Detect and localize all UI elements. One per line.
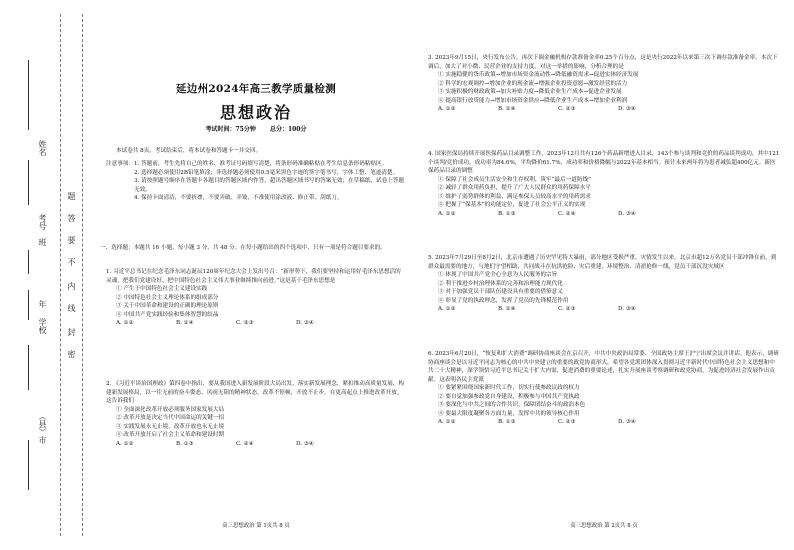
option: ③ 实施积极的财政政策→加大补贴力度→降低企业生产成本→促进企业发展 xyxy=(438,89,622,95)
seal-line xyxy=(60,14,61,536)
note-item: 2. 选择题必须使用2B铅笔填涂；非选择题必须使用0.5毫米黑色字迹的签字笔书写，字体工整、笔迹清楚。 xyxy=(134,169,399,176)
seal-char: 内 xyxy=(67,282,76,290)
option: ③ 关于中国革命和建设的正确的理论原则 xyxy=(116,303,219,309)
question-2 xyxy=(106,380,406,448)
subject-title: 思想政治 xyxy=(219,103,292,122)
option: ② 改革开放是决定当代中国命运的关键一招 xyxy=(116,415,225,421)
option: ④ 中国共产党实践经验和集体智慧的结晶 xyxy=(116,311,219,318)
question-1 xyxy=(106,268,406,328)
class-label: 班 xyxy=(38,238,47,246)
question-stem: 6. 2023年6月20日，“恢复和扩大消费”调研协商座谈会在京召开，中共中央政治局常委、全国政协主席王沪宁出席会议并讲话。他表示，调研协商座谈会是以习近平同志为核心的中共中央建立的重要的政党协商形式，希望各党派团体深入贯彻习近平新时代中国特色社会主义思想和中共二十大精神，深学领悟习近平总书记关于扩大内需、促进消费的重要论述，扎实开展座谈考察调研和政党协商，为促进经济社会发展作出贡献。这表明各民主党派 xyxy=(428,351,779,383)
answer-b: B. ①④ xyxy=(498,306,516,312)
option: ① 要紧紧围绕国家新时代工作，切实行使参政议政的权力 xyxy=(438,385,580,391)
answer-d: D. ③④ xyxy=(296,440,314,447)
page-footer: 高三思想政治 第 2页共 8 页 xyxy=(570,523,638,529)
class-field[interactable] xyxy=(28,250,29,274)
seal-char: 线 xyxy=(67,304,76,312)
option: ③ 维护了弱势群体的利益，满足参保人员较高水平的用药需求 xyxy=(438,193,591,200)
answer-choices xyxy=(428,105,780,114)
option: ① 体现了中国共产党全心全意为人民服务的宗旨 xyxy=(438,272,558,278)
grade-field[interactable] xyxy=(28,290,29,320)
option: ② 要自觉加强参政党自身建设，积极参与中国共产党执政 xyxy=(438,393,580,400)
option: ③ 对于加强党员干部队伍建设具有重要的借鉴意义 xyxy=(438,289,563,295)
county-field[interactable] xyxy=(28,440,29,490)
exam-number-label: 考号 xyxy=(38,214,47,230)
exam-number-field[interactable] xyxy=(28,160,29,205)
answer-d: D. ③④ xyxy=(618,419,636,425)
answer-d: D. ③④ xyxy=(296,320,314,326)
option: ④ 把握了“保基本”的功能定位，促进了社会公平正义的实现 xyxy=(438,202,586,208)
option: ① 产生于中国特色社会主义建设实践 xyxy=(116,286,208,292)
answer-d: D. ③④ xyxy=(618,306,636,312)
exam-score: 总分：100分 xyxy=(269,126,307,133)
answer-c: C. ②④ xyxy=(236,440,254,447)
seal-char: 封 xyxy=(67,328,76,336)
seal-char: 答 xyxy=(67,214,76,222)
seal-line xyxy=(82,14,83,536)
exam-title: 延边州2024年高三教学质量检测 xyxy=(175,83,337,95)
question-stem: 3. 2023年9月15日，央行发布公告，再次下调金融机构存款准备金率0.25个百分点，这是央行2022年以来第三次下调存款准备金率。本次下调后，加大了对小微、民营企业的支持力度。对这一举措的影响，分析合理的是 xyxy=(428,55,778,70)
answer-b: B. ①④ xyxy=(498,106,516,112)
question-stem: 4. 国家医保局持续开展医保药品目录调整工作，2023年12月共有126个药品新增进入目录，143个参与谈判和竞价的药品谈判成功，其中121个谈判/竞价成功，成功率为84.6%，平均降价61.7%，成功率和价格降幅与2022年基本相当。预计未来两年将为患者减负超400亿元。新医保药品目录的调整 xyxy=(428,151,780,174)
option: ① 全面深化改革开放必须服务国家发展大局 xyxy=(116,406,225,413)
school-field[interactable] xyxy=(28,345,29,390)
exam-time: 考试时间：75分钟 xyxy=(205,126,256,133)
answer-a: A. ①② xyxy=(438,106,456,112)
question-stem: 1. 习近平总书记在纪念毛泽东同志诞辰120周年纪念大会上发出号召：“新形势下，我们要坚持和运用好毛泽东思想活的灵魂，把我们党建设好，把中国特色社会主义伟大事业继续推向前进。”这是基于毛泽东思想是 xyxy=(106,269,401,284)
page-footer: 高三思想政治 第 1页共 8 页 xyxy=(222,523,290,529)
question-5 xyxy=(428,254,780,314)
note-item: 注意事项：1. 答题前，考生先将自己的姓名、准考证号码填写清楚，将条形码准确粘贴在考生信息条形码粘贴区。 xyxy=(106,161,388,167)
seal-char: 题 xyxy=(67,192,76,200)
name-label: 姓名 xyxy=(38,140,47,156)
option: ② 中国特色社会主义理论体系的组成部分 xyxy=(116,294,219,301)
note-item: 4. 保持卡面清洁，不要折叠，不要弄破、弄皱，不准使用涂改液、修正带、刮纸刀。 xyxy=(134,195,343,201)
answer-c: C. ②③ xyxy=(558,306,576,312)
answer-choices xyxy=(428,418,780,427)
name-field[interactable] xyxy=(28,60,29,130)
answer-b: B. ①③ xyxy=(498,419,516,425)
exam-info xyxy=(146,125,366,134)
option: ① 实施稳健的货币政策→增加市场资金流动性→降低融资需求→促进实体经济发展 xyxy=(438,72,639,78)
notes xyxy=(106,160,406,203)
option: ③ 实践发展永无止境，改革开放也永无止境 xyxy=(116,423,225,430)
grade-label: 年 xyxy=(38,300,47,308)
question-4 xyxy=(428,150,780,218)
option: ② 减轻了群众用药负担，提升了广大人民群众的用药保障水平 xyxy=(438,185,591,191)
option: ③ 要深化与中共之间的合作共识，保障团结奋斗的政治本色 xyxy=(438,402,586,408)
answer-c: C. ②③ xyxy=(558,106,576,112)
answer-a: A. ①② xyxy=(438,419,456,425)
answer-choices xyxy=(106,319,406,328)
option: ① 保障了社会成员生活安全和生存权利，筑牢“最后一道防线” xyxy=(438,176,591,183)
option: ④ 提高银行放贷能力→增加市场资金供应→降低企业生产成本→增加企业利润 xyxy=(438,97,628,104)
seal-char: 要 xyxy=(67,236,76,244)
answer-c: C. ②④ xyxy=(558,210,576,217)
question-3 xyxy=(428,54,780,114)
seal-char: 密 xyxy=(67,350,76,358)
answer-choices xyxy=(106,440,406,449)
option: ② 利于推进乡村治理体系的完善和治理能力现代化 xyxy=(438,280,563,287)
answer-b: B. ①③ xyxy=(176,440,194,447)
answer-choices xyxy=(428,305,780,314)
question-stem: 5. 2023年7月29日至8月2日，北京市遭遇了历史罕见特大暴雨，部分地区受损严重，灾情发生以来，北京市超12万名党员干部冲锋在前，到群众最需要的地方，与地们守望相助，共同战斗在抗洪抢险、灾后重建、环境整治、清淤抢修一线，党员干部沉没灾域区 xyxy=(428,255,777,270)
answer-c: C. ②③ xyxy=(558,419,576,425)
answer-a: A. ①② xyxy=(116,440,134,447)
county-label: （县）市 xyxy=(38,412,47,444)
answer-b: B. ①④ xyxy=(176,320,194,326)
answer-choices xyxy=(428,210,780,219)
note-item: 3. 请按照题号顺序在答题卡各题目的答题区域内作答，超出答题区域书写的答案无效；在草稿纸、试卷上答题无效。 xyxy=(134,178,405,193)
answer-a: A. ①② xyxy=(438,306,456,312)
option: ② 科学的宏观调控→增加企业的现金流→增强企业投资意愿→激发经营的活力 xyxy=(438,80,628,87)
answer-b: B. ①③ xyxy=(498,210,516,217)
question-6 xyxy=(428,350,780,427)
option: ④ 彰显了党的执政理念，发挥了党员的先锋模范作用 xyxy=(438,297,569,304)
intro-text: 本试卷共 8页，考试结束后，将本试卷和答题卡一并交回。 xyxy=(116,148,262,154)
option: ④ 改革开放开启了社会主义革命和建设时期 xyxy=(116,432,225,438)
section-heading: 一、选择题：本题共 16 小题，每小题 3 分，共 48 分。在每小题给出的四个选项中，只有一项是符合题目要求的。 xyxy=(100,245,386,251)
seal-char: 不 xyxy=(67,258,76,266)
school-label: 学校 xyxy=(38,318,47,334)
binding-margin xyxy=(0,0,92,550)
option: ④ 要最大限度凝聚各方面力量，发挥中共的领导核心作用 xyxy=(438,410,580,417)
answer-a: A. ①② xyxy=(438,210,456,217)
answer-d: D. ③④ xyxy=(618,210,636,217)
answer-c: C. ②③ xyxy=(236,320,254,326)
answer-d: D. ③④ xyxy=(618,106,636,112)
question-stem: 2. 《习近平谈治国理政》第四卷中指出，要从我国进入新发展阶段大局出发，落实新发展理念，紧扣推动高质量发展、构建新发展格局，以一往无前的奋斗姿态、风雨无阻的精神状态，改革不停顿，开放不止步，在更高起点上推进改革开放。这告诉我们 xyxy=(106,381,404,404)
answer-a: A. ①② xyxy=(116,320,134,326)
